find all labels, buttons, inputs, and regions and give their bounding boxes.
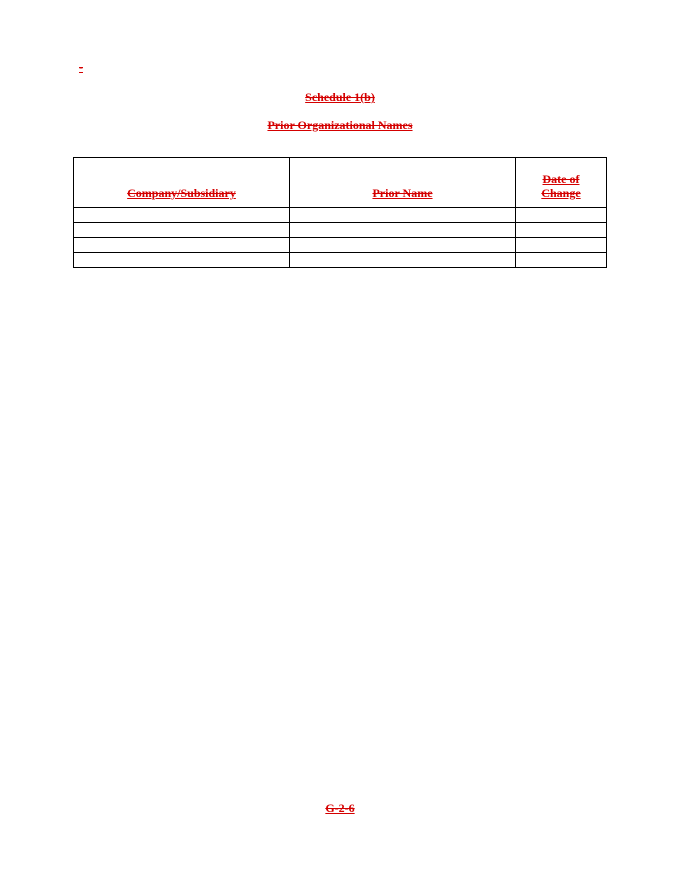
table-row [74, 223, 607, 238]
table-cell [74, 253, 290, 268]
table-cell [290, 238, 516, 253]
header-company-subsidiary-label: Company/Subsidiary [127, 186, 236, 200]
table-cell [516, 208, 607, 223]
schedule-title-text: Schedule 1(b) [305, 90, 375, 104]
header-company-subsidiary [74, 158, 290, 208]
schedule-title [0, 89, 680, 105]
table-cell [290, 223, 516, 238]
table-row [74, 238, 607, 253]
revision-dash-mark: - [79, 60, 83, 74]
table-cell [516, 238, 607, 253]
table-cell [516, 253, 607, 268]
schedule-subtitle [0, 117, 680, 133]
table-cell [516, 223, 607, 238]
schedule-subtitle-text: Prior Organizational Names [267, 118, 413, 132]
prior-names-table [73, 157, 607, 268]
page-number: G-2-6 [325, 801, 355, 815]
table-cell [74, 208, 290, 223]
header-prior-name [290, 158, 516, 208]
header-date-of-change [516, 158, 607, 208]
table-cell [74, 238, 290, 253]
header-prior-name-label: Prior Name [372, 186, 433, 200]
table-header-row [74, 158, 607, 208]
table-row [74, 208, 607, 223]
table-cell [290, 253, 516, 268]
table-cell [74, 223, 290, 238]
table-row [74, 253, 607, 268]
table-cell [290, 208, 516, 223]
header-date-of-change-label: Date of Change [541, 172, 581, 200]
page-footer [0, 801, 680, 815]
